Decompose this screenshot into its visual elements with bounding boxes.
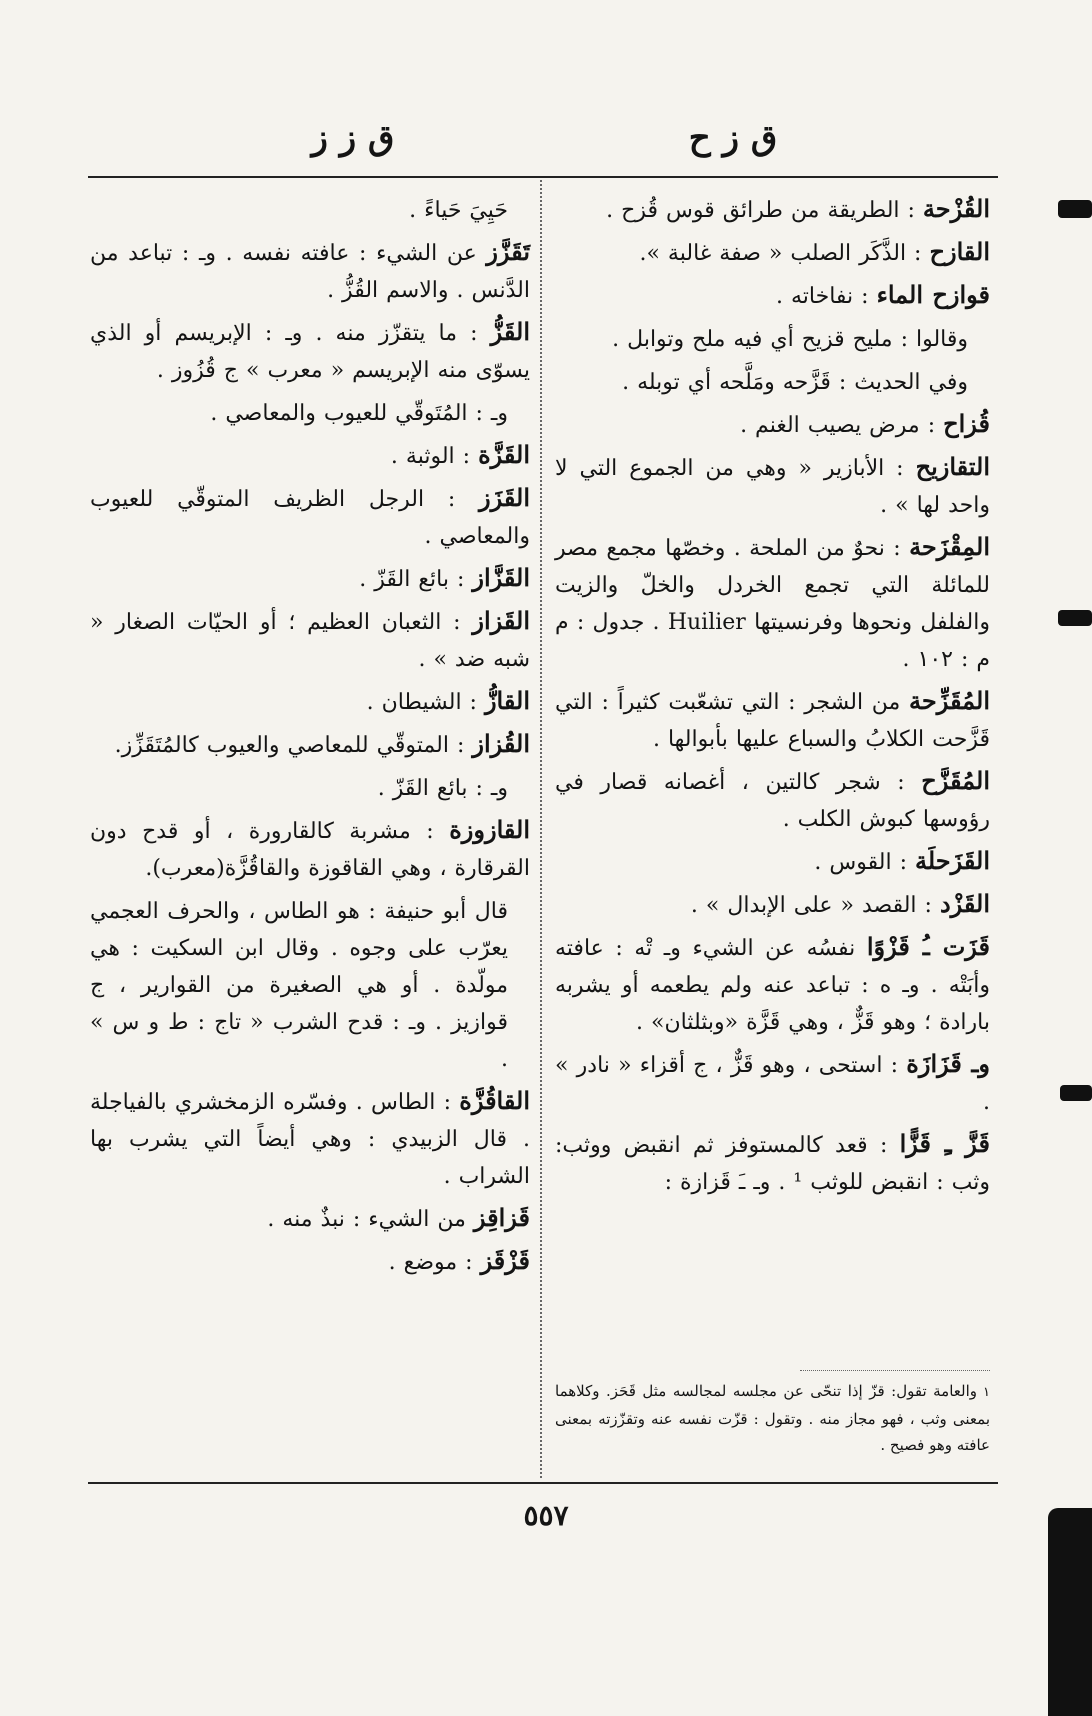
entry-definition: وـ : بائع القَزّ . [377, 776, 508, 801]
thumb-index-mark [1060, 1085, 1092, 1101]
dictionary-entry [90, 1242, 530, 1281]
right-column [555, 190, 990, 1205]
entry-definition: : نفاخاته . [775, 284, 869, 309]
dictionary-entry [555, 233, 990, 272]
entry-definition: حَيِيَ حَياءً . [409, 198, 508, 223]
dictionary-entry [90, 313, 530, 389]
entry-headword: القازوزة [449, 815, 530, 844]
entry-definition: : الوثبة . [390, 444, 471, 469]
entry-headword: القازُّ [484, 686, 530, 715]
dictionary-entry [90, 1082, 530, 1195]
dictionary-entry [90, 436, 530, 475]
entry-definition: وفي الحديث : قَزَّحه ومَلَّحه أي توبله . [622, 370, 968, 395]
entry-definition: : شجر كالتين ، أغصانه قصار في رؤوسها كبوش الكلب . [555, 770, 990, 832]
entry-headword: القُزْحة [922, 194, 990, 223]
thumb-index-mark [1058, 610, 1092, 626]
footnote-rule [800, 1370, 990, 1371]
page-edge-shadow [1048, 1508, 1092, 1716]
left-column [90, 190, 530, 1285]
footnote-text: والعامة تقول: قزّ إذا تنحّى عن مجلسه لمجالسه مثل قَحَز. وكلاهما بمعنى وثب ، فهو مجاز منه . وتقول : قزّت نفسه عنه وتقزّزته بمعنى عافته وهو فصيح . [555, 1382, 990, 1454]
footnote [555, 1378, 990, 1458]
entry-headword: قَزَّ ـِ قَزًّا [899, 1129, 991, 1158]
entry-headword: القَزَّة [478, 440, 530, 469]
dictionary-entry [555, 762, 990, 838]
entry-definition: : الطريقة من طرائق قوس قُزح . [606, 198, 915, 223]
entry-definition: : مرض يصيب الغنم . [740, 413, 936, 438]
entry-headword: القاقُزَّة [459, 1086, 530, 1115]
entry-definition: عن الشيء : عافته نفسه . وـ : تباعد من الدَّنس . والاسم القُزُّ . [90, 241, 530, 303]
entry-headword: القَزَز [479, 483, 530, 512]
header-root-left: ق ز ز [311, 118, 395, 158]
entry-definition: : ما يتقزّز منه . وـ : الإبريسم أو الذي يسوّى منه الإبريسم « معرب » ج قُزُوز . [90, 321, 530, 383]
dictionary-entry [555, 682, 990, 758]
dictionary-entry [555, 1125, 990, 1201]
page-header [88, 118, 998, 164]
dictionary-entry [90, 891, 530, 1078]
dictionary-entry [90, 811, 530, 887]
entry-definition: : القوس . [814, 850, 907, 875]
entry-definition: : استحى ، وهو قَزٌّ ، ج أقزاء « نادر » . [555, 1053, 990, 1115]
footnote-mark: ١ [983, 1385, 990, 1400]
header-rule [88, 176, 998, 178]
entry-definition: نفسُه عن الشيء وـ تْه : عافته وأبَتْه . وـ ه : تباعد عنه ولم يطعمه أو يشربه بارادة ؛ وهو قَزٌّ ، وهي قَزَّة «وبثلثان» . [555, 936, 990, 1035]
entry-headword: قوازح الماء [876, 280, 990, 309]
dictionary-entry [555, 190, 990, 229]
entry-definition: : مشربة كالقارورة ، أو قدح دون القرقارة ، وهي القاقوزة والقاقُزَّة(معرب). [90, 819, 530, 881]
thumb-index-mark [1058, 200, 1092, 218]
dictionary-entry [555, 842, 990, 881]
entry-definition: : الذَّكَر الصلب « صفة غالبة ». [639, 241, 922, 266]
dictionary-entry [90, 559, 530, 598]
dictionary-entry [555, 928, 990, 1041]
entry-definition: قال أبو حنيفة : هو الطاس ، والحرف العجمي يعرّب على وجوه . وقال ابن السكيت : هي مولّدة . أو هي الصغيرة من القوارير ، ج قوازيز . وـ : قدح الشرب « تاج : ط و س » . [90, 899, 508, 1072]
entry-headword: التقازيح [915, 452, 991, 481]
dictionary-entry [555, 276, 990, 315]
entry-headword: المُقَزِّحة [909, 686, 990, 715]
entry-headword: القَزَّاز [472, 563, 530, 592]
entry-definition: : الطاس . وفسّره الزمخشري بالفياجلة . قال الزبيدي : وهي أيضاً التي يشرب بها الشراب . [90, 1090, 530, 1189]
entry-headword: وـ قَزَازَة [906, 1049, 991, 1078]
dictionary-entry [90, 479, 530, 555]
entry-definition: : الرجل الظريف المتوقّي للعيوب والمعاصي . [90, 487, 530, 549]
dictionary-entry [90, 190, 530, 229]
entry-headword: القَزْد [939, 889, 990, 918]
dictionary-entry [90, 1199, 530, 1238]
entry-headword: المِقْزَحة [909, 532, 991, 561]
entry-headword: تَقَزَّز [486, 237, 530, 266]
entry-headword: قَزاقِز [473, 1203, 530, 1232]
dictionary-entry [90, 393, 530, 432]
entry-definition: وقالوا : مليح قزيح أي فيه ملح وتوابل . [612, 327, 968, 352]
entry-definition: من الشيء : نبذٌ منه . [267, 1207, 466, 1232]
entry-definition: : الثعبان العظيم ؛ أو الحيّات الصغار « شبه ضد » . [90, 610, 530, 672]
dictionary-entry [555, 1045, 990, 1121]
dictionary-entry [555, 885, 990, 924]
entry-definition: : المتوقّي للمعاصي والعيوب كالمُتَقَزِّز. [114, 733, 465, 758]
entry-definition: من الشجر : التي تشعّبت كثيراً : التي قَزَّحت الكلابُ والسباع عليها بأبوالها . [555, 690, 990, 752]
dictionary-entry [555, 448, 990, 524]
dictionary-entry [90, 233, 530, 309]
entry-headword: القُزاز [472, 729, 530, 758]
column-divider [540, 180, 542, 1478]
entry-definition: : قعد كالمستوفز ثم انقبض ووثب: وثب : انقبض للوثب ¹ . وـ ـَ قَزازة : [555, 1133, 990, 1195]
entry-definition: : بائع القَزّ . [359, 567, 465, 592]
entry-definition: وـ : المُتَوقّي للعيوب والمعاصي . [210, 401, 508, 426]
page-number: ٥٥٧ [523, 1499, 569, 1532]
dictionary-entry [555, 405, 990, 444]
entry-headword: القَزاز [472, 606, 531, 635]
entry-definition: : الأبازير « وهي من الجموع التي لا واحد لها » . [555, 456, 990, 518]
entry-definition: : القصد « على الإبدال » . [690, 893, 932, 918]
dictionary-entry [555, 528, 990, 678]
entry-definition: : نحوٌ من الملحة . وخصّها مجمع مصر للمائلة التي تجمع الخردل والخلّ والزيت والفلفل ونحوها وفرنسيتها Huilier . جدول : م م : ١٠٢ . [555, 536, 990, 672]
entry-definition: : موضع . [388, 1250, 473, 1275]
dictionary-entry [90, 682, 530, 721]
dictionary-entry [555, 362, 990, 401]
entry-headword: قَزَت ـُ قَزْوًا [866, 932, 990, 961]
footer-rule [88, 1482, 998, 1484]
dictionary-entry [90, 602, 530, 678]
entry-headword: القَزُّ [490, 317, 530, 346]
entry-headword: القَزَحلَة [914, 846, 990, 875]
dictionary-entry [90, 725, 530, 764]
dictionary-entry [90, 768, 530, 807]
header-root-right: ق ز ح [688, 118, 778, 158]
entry-headword: قَزْقَز [480, 1246, 530, 1275]
entry-headword: قُزاح [943, 409, 990, 438]
dictionary-entry [555, 319, 990, 358]
entry-headword: المُقَزَّح [921, 766, 990, 795]
entry-headword: القازح [929, 237, 990, 266]
entry-definition: : الشيطان . [366, 690, 477, 715]
